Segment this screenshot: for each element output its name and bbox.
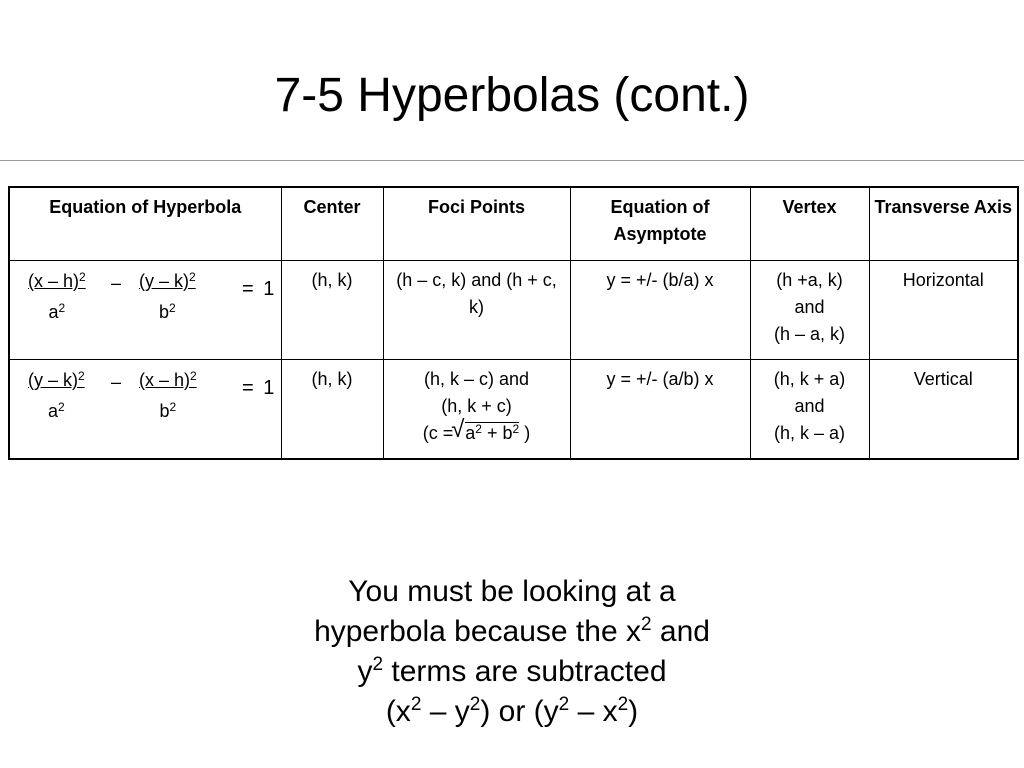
numerator-text: (y – k) bbox=[28, 370, 79, 390]
exponent: 2 bbox=[58, 400, 65, 414]
table-row-horizontal bbox=[9, 261, 1018, 360]
foci-line: (h, k + c) bbox=[441, 396, 512, 416]
c-prefix: (c = bbox=[422, 423, 454, 443]
numerator-text: (y – k) bbox=[139, 271, 190, 291]
header-center: Center bbox=[281, 187, 383, 261]
vertex-line: (h, k – a) bbox=[773, 423, 846, 443]
table-header-row bbox=[9, 187, 1018, 261]
minus-sign: – bbox=[111, 273, 122, 293]
exponent: 2 bbox=[469, 694, 481, 715]
center-cell: (h, k) bbox=[281, 360, 383, 460]
slide-title: 7-5 Hyperbolas (cont.) bbox=[274, 69, 750, 122]
exponent: 2 bbox=[512, 422, 520, 436]
note-text: (x bbox=[385, 695, 411, 728]
table-row-vertical bbox=[9, 360, 1018, 460]
vertex-cell bbox=[750, 360, 869, 460]
square-root bbox=[451, 416, 520, 447]
header-asymptote: Equation of Asymptote bbox=[570, 187, 750, 261]
note-text: ) bbox=[628, 695, 639, 728]
header-foci: Foci Points bbox=[383, 187, 570, 261]
exponent: 2 bbox=[410, 694, 422, 715]
vertex-line: and bbox=[794, 297, 825, 317]
vertex-line: (h +a, k) bbox=[776, 270, 843, 290]
exponent: 2 bbox=[475, 422, 482, 436]
exponent: 2 bbox=[189, 270, 196, 284]
asymptote-cell: y = +/- (b/a) x bbox=[570, 261, 750, 360]
fraction-1 bbox=[28, 368, 85, 423]
radicand bbox=[465, 422, 519, 443]
header-vertex: Vertex bbox=[750, 187, 869, 261]
equation-cell bbox=[9, 360, 281, 460]
asymptote-cell: y = +/- (a/b) x bbox=[570, 360, 750, 460]
denominator-text: a bbox=[48, 401, 59, 421]
denominator bbox=[139, 300, 196, 324]
fraction-2 bbox=[139, 368, 197, 423]
equals-one: = 1 bbox=[242, 278, 277, 300]
note-text: and bbox=[651, 615, 710, 648]
vertex-line: and bbox=[794, 396, 825, 416]
exponent: 2 bbox=[372, 654, 384, 675]
foci-cell bbox=[383, 360, 570, 460]
note-text: terms are subtracted bbox=[383, 655, 667, 688]
exponent: 2 bbox=[79, 270, 86, 284]
note-line bbox=[262, 652, 762, 692]
denominator bbox=[28, 300, 86, 324]
radicand-b: + b bbox=[487, 423, 513, 443]
note-text: hyperbola because the x bbox=[314, 615, 641, 648]
center-cell: (h, k) bbox=[281, 261, 383, 360]
exponent: 2 bbox=[640, 614, 652, 635]
numerator bbox=[28, 269, 86, 293]
vertex-line: (h – a, k) bbox=[773, 324, 846, 344]
note-text: y bbox=[357, 655, 373, 688]
note-line: You must be looking at a bbox=[348, 575, 676, 608]
hyperbola-equation bbox=[10, 261, 282, 359]
note-text: – x bbox=[569, 695, 618, 728]
title-divider bbox=[0, 160, 1024, 161]
denominator bbox=[139, 399, 197, 423]
radical-sign-icon: √ bbox=[451, 416, 465, 443]
foci-line: (h, k – c) and bbox=[423, 369, 530, 389]
exponent: 2 bbox=[617, 694, 629, 715]
numerator bbox=[139, 368, 197, 392]
note-line bbox=[262, 612, 762, 652]
fraction-2 bbox=[139, 269, 196, 324]
exponent: 2 bbox=[169, 301, 176, 315]
note-text: ) or (y bbox=[480, 695, 559, 728]
fraction-1 bbox=[28, 269, 86, 324]
equation-cell bbox=[9, 261, 281, 360]
minus-sign: – bbox=[111, 372, 122, 392]
foci-cell: (h – c, k) and (h + c, k) bbox=[383, 261, 570, 360]
radicand-a: a bbox=[465, 423, 476, 443]
note-text: – y bbox=[421, 695, 470, 728]
exponent: 2 bbox=[58, 301, 66, 315]
numerator bbox=[139, 269, 196, 293]
denominator-text: b bbox=[159, 302, 170, 322]
exponent: 2 bbox=[78, 369, 85, 383]
numerator-text: (x – h) bbox=[139, 370, 191, 390]
hyperbola-equation bbox=[10, 360, 282, 458]
hyperbola-table bbox=[8, 186, 1019, 460]
exponent: 2 bbox=[169, 400, 177, 414]
denominator-text: b bbox=[159, 401, 170, 421]
equals-one: = 1 bbox=[242, 377, 277, 399]
exponent: 2 bbox=[190, 369, 197, 383]
denominator bbox=[28, 399, 85, 423]
note-line bbox=[262, 692, 762, 732]
header-transverse-axis: Transverse Axis bbox=[869, 187, 1018, 261]
transverse-axis-cell: Vertical bbox=[869, 360, 1018, 460]
explanation-note bbox=[262, 572, 762, 732]
c-suffix: ) bbox=[524, 423, 531, 443]
numerator-text: (x – h) bbox=[28, 271, 80, 291]
vertex-line: (h, k + a) bbox=[773, 369, 846, 389]
exponent: 2 bbox=[558, 694, 570, 715]
header-equation: Equation of Hyperbola bbox=[9, 187, 281, 261]
c-formula bbox=[388, 416, 566, 447]
denominator-text: a bbox=[48, 302, 59, 322]
vertex-cell bbox=[750, 261, 869, 360]
numerator bbox=[28, 368, 85, 392]
transverse-axis-cell: Horizontal bbox=[869, 261, 1018, 360]
